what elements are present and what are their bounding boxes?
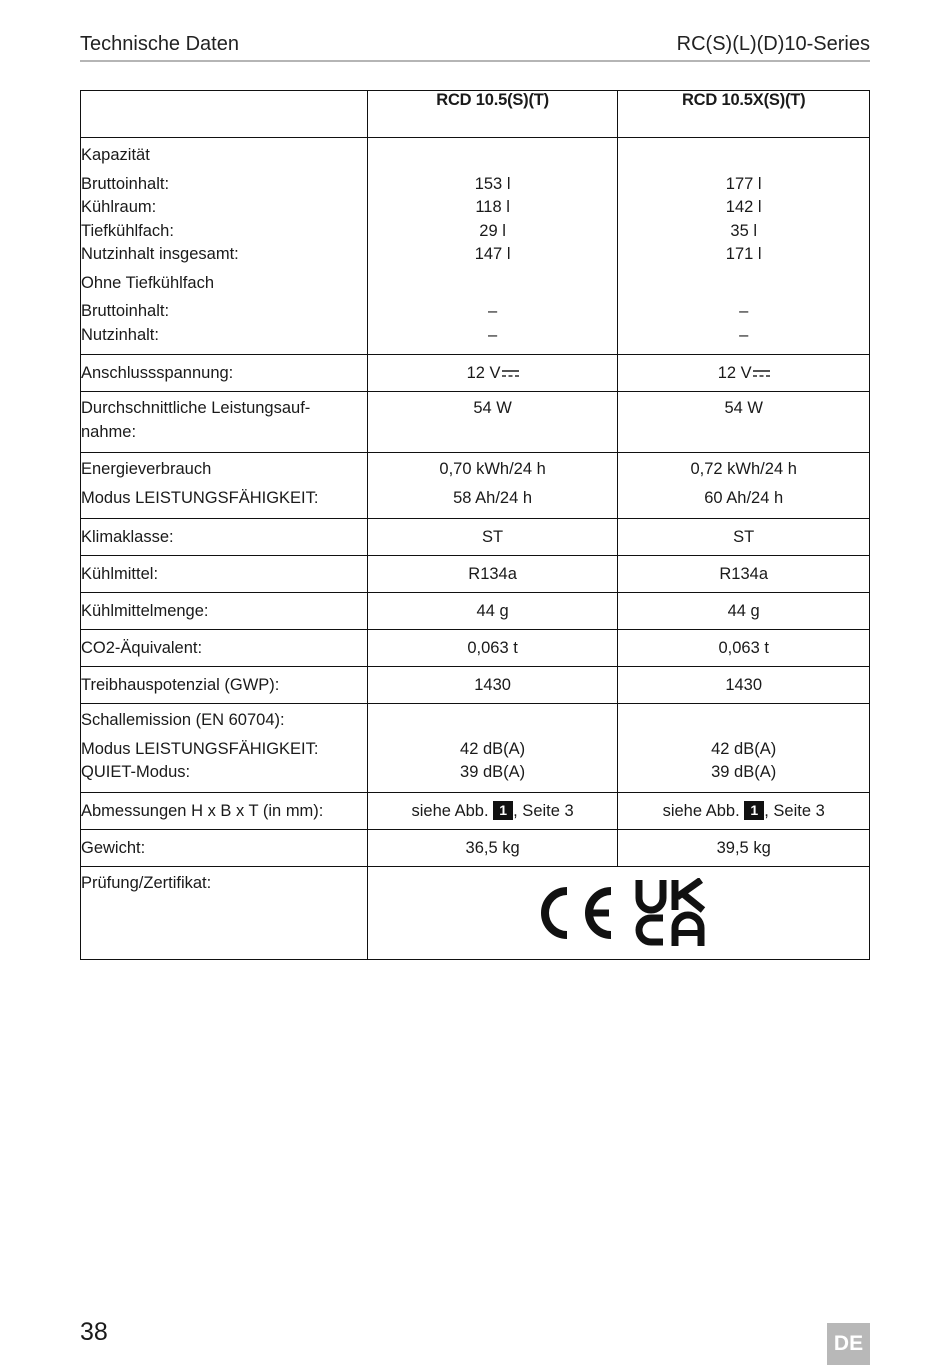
- page-number: 38: [80, 1318, 108, 1346]
- voltage-value-1: 12 V: [466, 364, 501, 382]
- noise-label-line2: Modus LEISTUNGSFÄHIGKEIT:: [81, 739, 319, 758]
- table-row-refrigerant-amount: [81, 593, 870, 630]
- climate-value-1: ST: [482, 528, 504, 546]
- header-corner-cell: [81, 91, 368, 138]
- noise-quiet-value-2: 39 dB(A): [711, 763, 777, 781]
- weight-value-2: 39,5 kg: [716, 839, 771, 857]
- capacity-net-value-1: 147 l: [474, 245, 511, 263]
- refrigerant-label: Kühlmittel:: [81, 565, 159, 583]
- gwp-value-1: 1430: [474, 676, 511, 694]
- table-row-power: [81, 392, 870, 453]
- dc-symbol-icon: [753, 369, 770, 379]
- table-row-voltage: [81, 355, 870, 392]
- table-row-co2: [81, 630, 870, 667]
- energy-kwh-value-2: 0,72 kWh/24 h: [690, 460, 797, 478]
- capacity-labels: [81, 138, 368, 355]
- page-header: [80, 30, 870, 62]
- capacity-fridge-label: Kühlraum:: [81, 198, 157, 216]
- dimensions-value-2: siehe Abb. 1 , Seite 3: [662, 802, 825, 820]
- refrigerant-value-2: R134a: [719, 565, 768, 583]
- weight-label: Gewicht:: [81, 839, 146, 857]
- noise-label-line1: Schallemission (EN 60704):: [81, 711, 285, 729]
- capacity-values-1: [367, 138, 618, 355]
- model-header-1: RCD 10.5(S)(T): [367, 91, 618, 138]
- capacity-net-value-2: 171 l: [725, 245, 762, 263]
- voltage-value-2: 12 V: [717, 364, 752, 382]
- header-title: Technische Daten: [80, 33, 239, 55]
- certification-marks-cell: [367, 867, 869, 960]
- power-value-2: 54 W: [724, 399, 763, 417]
- noise-performance-value-2: 42 dB(A): [711, 739, 777, 758]
- model-header-2: RCD 10.5X(S)(T): [618, 91, 870, 138]
- capacity-values-2: [618, 138, 870, 355]
- table-row-certification: [81, 867, 870, 960]
- dimensions-label: Abmessungen H x B x T (in mm):: [81, 802, 324, 820]
- capacity-gross-value-1: 153 l: [474, 174, 511, 193]
- table-header-row: [81, 91, 870, 138]
- energy-label-line1: Energieverbrauch: [81, 460, 212, 478]
- table-row-noise: [81, 704, 870, 793]
- climate-value-2: ST: [733, 528, 755, 546]
- refrigerant-value-1: R134a: [468, 565, 517, 583]
- technical-data-table: [80, 90, 870, 960]
- climate-label: Klimaklasse:: [81, 528, 174, 546]
- energy-ah-value-1: 58 Ah/24 h: [453, 488, 533, 507]
- capacity-gross-value-2: 177 l: [725, 174, 762, 193]
- capacity-sub-gross-label: Bruttoinhalt:: [81, 302, 170, 320]
- capacity-sub-net-value-1: –: [488, 325, 498, 344]
- capacity-fridge-value-1: 118 l: [475, 198, 510, 216]
- certification-label: Prüfung/Zertifikat:: [81, 874, 212, 892]
- capacity-freezer-value-1: 29 l: [479, 221, 506, 240]
- table-row-gwp: [81, 667, 870, 704]
- capacity-fridge-value-2: 142 l: [725, 198, 762, 216]
- weight-value-1: 36,5 kg: [465, 839, 520, 857]
- capacity-subsection-label: Ohne Tiefkühlfach: [81, 273, 214, 292]
- power-label-line1: Durchschnittliche Leistungsauf-: [81, 399, 311, 417]
- figure-reference-badge: 1: [493, 801, 513, 820]
- capacity-sub-gross-value-1: –: [488, 302, 498, 320]
- figure-reference-badge: 1: [744, 801, 764, 820]
- header-series: RC(S)(L)(D)10-Series: [676, 33, 870, 55]
- language-badge: DE: [827, 1323, 870, 1365]
- co2-value-2: 0,063 t: [718, 639, 769, 657]
- ukca-mark-icon: [635, 878, 707, 948]
- refrigerant-amount-value-2: 44 g: [727, 602, 760, 620]
- table-row-climate: [81, 519, 870, 556]
- capacity-section-label: Kapazität: [81, 146, 150, 164]
- gwp-value-2: 1430: [725, 676, 763, 694]
- capacity-sub-gross-value-2: –: [739, 302, 749, 320]
- co2-label: CO2-Äquivalent:: [81, 639, 203, 657]
- noise-label-line3: QUIET-Modus:: [81, 763, 191, 781]
- dimensions-value-1: siehe Abb. 1 , Seite 3: [411, 802, 574, 820]
- refrigerant-amount-label: Kühlmittelmenge:: [81, 602, 209, 620]
- table-row-energy: [81, 453, 870, 519]
- power-label-line2: nahme:: [81, 422, 137, 441]
- capacity-sub-net-label: Nutzinhalt:: [81, 325, 159, 344]
- ce-mark-icon: [529, 884, 615, 942]
- capacity-freezer-label: Tiefkühlfach:: [81, 221, 174, 240]
- energy-kwh-value-1: 0,70 kWh/24 h: [439, 460, 546, 478]
- capacity-freezer-value-2: 35 l: [730, 221, 757, 240]
- gwp-label: Treibhauspotenzial (GWP):: [81, 676, 280, 694]
- table-row-refrigerant: [81, 556, 870, 593]
- noise-quiet-value-1: 39 dB(A): [460, 763, 526, 781]
- capacity-net-label: Nutzinhalt insgesamt:: [81, 245, 239, 263]
- capacity-gross-label: Bruttoinhalt:: [81, 174, 170, 193]
- power-value-1: 54 W: [473, 399, 512, 417]
- voltage-label: Anschlussspannung:: [81, 364, 234, 382]
- refrigerant-amount-value-1: 44 g: [476, 602, 509, 620]
- table-row-capacity: [81, 138, 870, 355]
- energy-ah-value-2: 60 Ah/24 h: [704, 488, 784, 507]
- co2-value-1: 0,063 t: [467, 639, 518, 657]
- dc-symbol-icon: [502, 369, 519, 379]
- energy-label-line2: Modus LEISTUNGSFÄHIGKEIT:: [81, 488, 319, 507]
- table-row-dimensions: [81, 793, 870, 830]
- capacity-sub-net-value-2: –: [739, 325, 749, 344]
- noise-performance-value-1: 42 dB(A): [460, 739, 526, 758]
- table-row-weight: [81, 830, 870, 867]
